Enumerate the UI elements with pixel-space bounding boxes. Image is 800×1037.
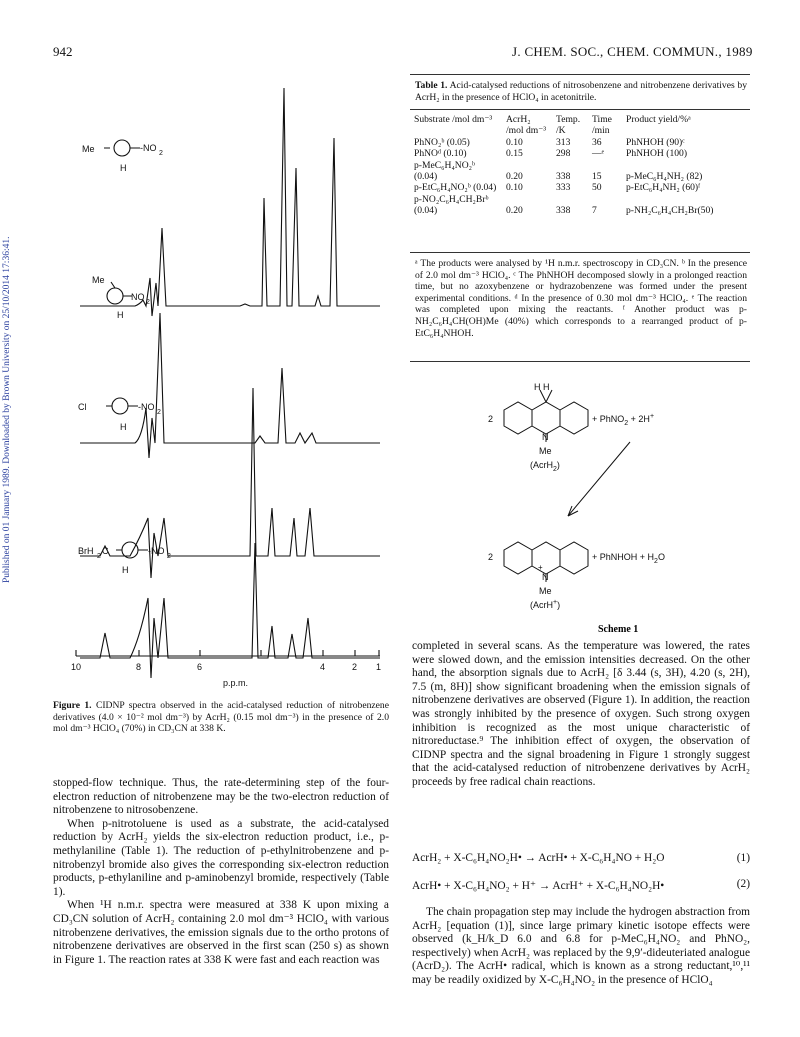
spectrum-1 — [80, 88, 380, 316]
table-cell: —ᵉ — [592, 148, 605, 160]
scheme-reagents: + PhNO$_2$ + 2H+ — [592, 413, 655, 427]
journal-header: J. CHEM. SOC., CHEM. COMMUN., 1989 — [512, 44, 753, 59]
table-header: Substrate /mol dm⁻³ — [414, 114, 493, 125]
table-cell: 333 — [556, 182, 571, 194]
scheme-products: + PhNHOH + $H_2O$ — [592, 552, 665, 565]
spectrum-label: 2 — [157, 409, 161, 416]
paragraph: stopped-flow technique. Thus, the rate-determining step of the four-electron reduction of nitrobenzene may be the two-electron reduction of nitrobenzene to nitrosobenzene. — [53, 777, 389, 817]
table-cell: p-NO₂C₆H₄CH₂Brᵇ (0.04) — [414, 193, 489, 217]
spectrum-label: H — [117, 310, 124, 320]
equation-body: AcrH₂ + X-C₆H₄NO₂H• → AcrH• + X-C₆H₄NO + H₂O — [412, 852, 665, 864]
scheme-1 — [480, 380, 750, 635]
table-cell: 0.10 — [506, 182, 523, 194]
right-column-text-2 — [412, 906, 750, 988]
equation-body: AcrH• + X-C₆H₄NO₂ + H⁺ → AcrH⁺ + X-C₆H₄NO₂H• — [412, 880, 665, 892]
download-watermark: Published on 01 January 1989. Downloaded by Brown University on 25/10/2014 17:36:41. — [2, 236, 12, 584]
table-cell: p-NH₂C₆H₄CH₂Br(50) — [626, 205, 714, 217]
table-cell: 50 — [592, 182, 602, 194]
table-cell: PhNHOH (90)ᶜ — [626, 136, 685, 148]
axis-tick: 8 — [136, 662, 142, 672]
spectrum-label: 2 — [97, 553, 101, 560]
spectrum-label: -NO — [148, 546, 165, 556]
table-row — [411, 137, 751, 148]
table-bottom-rule — [410, 252, 750, 253]
table-cell: 36 — [592, 136, 602, 148]
spectrum-label: 2 — [159, 150, 163, 157]
table-end-rule — [410, 361, 750, 362]
table-cell: 313 — [556, 136, 571, 148]
table-1-label: Table 1. — [415, 80, 448, 91]
right-column-text — [412, 640, 750, 790]
spectrum-label: H — [120, 163, 127, 173]
table-cell: 0.10 — [506, 136, 523, 148]
table-cell: p-EtC₆H₄NO₂ᵇ (0.04) — [414, 182, 497, 194]
table-1-footnotes: ᵃ The products were analysed by ¹H n.m.r. spectroscopy in CD₃CN. ᵇ In the presence of 2.0 mol dm⁻³ HClO₄. ᶜ The PhNHOH decomposed slowly in a prolonged reaction time, but no azoxybenzene or hydrazobenzene was formed under the present experimental conditions. ᵈ In the presence of 0.30 mol dm⁻³ HClO₄. ᵉ The reaction was completed upon mixing the reactants. ᶠ Another product was p-NH₂C₆H₄CH(OH)Me (40%) which corresponds to a rearranged product of p-EtC₆H₄NHOH. — [415, 258, 747, 339]
table-cell: 338 — [556, 205, 571, 217]
spectrum-label: NO — [131, 292, 145, 302]
scheme-coefficient: 2 — [488, 414, 494, 424]
table-top-rule — [410, 74, 750, 75]
table-row — [411, 182, 751, 193]
table-cell: 7 — [592, 205, 597, 217]
table-header: Temp. /K — [556, 114, 581, 137]
table-cell: 0.20 — [506, 205, 523, 217]
figure-1-caption-text: CIDNP spectra observed in the acid-catalysed reduction of nitrobenzene derivatives (4.0 × 10⁻² mol dm⁻³) by AcrH₂ (0.15 mol dm⁻³) in the presence of 2.0 mol dm⁻³ HClO₄ (70%) in CD₃CN at 338 K. — [53, 700, 389, 735]
equation-2 — [412, 878, 750, 892]
spectrum-label: 2 — [146, 299, 150, 306]
equation-1 — [412, 852, 750, 864]
scheme-coefficient: 2 — [488, 552, 494, 562]
table-cell: p-EtC₆H₄NH₂ (60)ᶠ — [626, 182, 701, 194]
table-cell: 15 — [592, 171, 602, 183]
table-header: Time /min — [592, 114, 612, 137]
spectrum-label: H — [122, 565, 129, 575]
spectrum-label: -NO — [138, 402, 155, 412]
equation-number: (2) — [736, 878, 750, 890]
spectrum-2 — [80, 313, 380, 458]
table-cell: 298 — [556, 148, 571, 160]
table-cell: 0.20 — [506, 171, 523, 183]
spectrum-label: 2 — [167, 553, 171, 560]
table-row — [411, 160, 751, 183]
equation-number: (1) — [736, 852, 750, 864]
table-header: Product yield/%ᵃ — [626, 114, 691, 125]
table-cell: p-MeC₆H₄NO₂ᵇ (0.04) — [414, 159, 475, 183]
spectrum-4 — [80, 543, 380, 678]
table-cell: PhNHOH (100) — [626, 148, 688, 160]
scheme-compound-name: (AcrH$_2$) — [530, 460, 560, 473]
scheme-me-label: Me — [539, 446, 552, 456]
scheme-n-label: N — [542, 572, 549, 582]
table-header-rule — [410, 109, 750, 110]
paragraph: completed in several scans. As the temperature was lowered, the rates were slowed down, and the emission intensities decreased. On the other hand, the absorption signals due to AcrH₂ [δ 3.44 (s, 3H), 4.20 (s, 2H), 7.5 (m, 8H)] show significant broadening when the emission signals of nitrobenzene derivatives are observed (Figure 1). In addition, the reaction was strongly inhibited by the presence of oxygen. Such strong oxygen inhibition is recognized as the most unique characteristic of nitroreductase.⁹ The inhibition effect of oxygen, the observation of CIDNP spectra and the signal broadening in Figure 1 strongly suggest that the acid-catalysed reduction of nitrobenzene derivatives by AcrH₂ proceeds by free radical chain reactions. — [412, 640, 750, 788]
page-number: 942 — [53, 44, 73, 59]
paragraph: The chain propagation step may include the hydrogen abstraction from AcrH₂ [equation (1)], since large primary kinetic isotope effects were observed (k_H/k_D 6.0 and 6.8 for p-MeC₆H₄NO₂ and PhNO₂, respectively) when AcrH₂ was replaced by the 9,9′-dideuteriated analogue (AcrD₂). The AcrH• radical, which is known as a strong reductant,¹⁰,¹¹ may be readily oxidized by X-C₆H₄NO₂ in the presence of HClO₄ — [412, 906, 750, 986]
axis-tick: 4 — [320, 662, 326, 672]
axis-tick: 6 — [197, 662, 203, 672]
table-row — [411, 194, 751, 217]
axis-tick: 2 — [352, 662, 358, 672]
table-row — [411, 148, 751, 159]
table-cell: 0.15 — [506, 148, 523, 160]
spectrum-label: Me — [82, 144, 95, 154]
left-column-text — [53, 777, 389, 967]
table-1-caption-text: Acid-catalysed reductions of nitrosobenzene and nitrobenzene derivatives by AcrH₂ in the presence of HClO₄ in acetonitrile. — [415, 80, 747, 103]
axis-tick: 1 — [376, 662, 382, 672]
table-cell: PhNOᵈ (0.10) — [414, 148, 467, 160]
table-cell: PhNO₂ᵇ (0.05) — [414, 136, 470, 148]
spectrum-label: C — [102, 546, 109, 556]
scheme-n-plus: + — [538, 563, 543, 572]
table-header: AcrH₂ /mol dm⁻³ — [506, 114, 547, 137]
paragraph: When p-nitrotoluene is used as a substrate, the acid-catalysed reduction by AcrH₂ yields the six-electron reduction product, i.e., p-methylaniline (Table 1). The reduction of p-ethylnitrobenzene and p-nitrobenzyl bromide also gives the corresponding six-electron reduction products, p-ethylaniline and p-aminobenzyl bromide, respectively (Table 1). — [53, 817, 389, 898]
spectrum-label: Cl — [78, 402, 87, 412]
spectrum-label: BrH — [78, 546, 94, 556]
axis-tick: 10 — [71, 662, 82, 672]
scheme-me-label: Me — [539, 586, 552, 596]
spectrum-label: -NO — [140, 143, 157, 153]
scheme-compound-name: (AcrH+) — [530, 599, 561, 610]
scheme-n-label: N — [542, 432, 549, 442]
cidnp-spectra-figure — [40, 78, 400, 698]
spectrum-3 — [80, 388, 380, 578]
figure-1-label: Figure 1. — [53, 700, 92, 711]
table-header-row — [411, 114, 751, 137]
spectrum-label: H — [120, 422, 127, 432]
scheme-h-label: H H — [534, 382, 550, 392]
table-1 — [411, 114, 751, 217]
scheme-1-label: Scheme 1 — [598, 624, 639, 635]
spectrum-label: Me — [92, 275, 105, 285]
table-cell: 338 — [556, 171, 571, 183]
paragraph: When ¹H n.m.r. spectra were measured at 338 K upon mixing a CD₃CN solution of AcrH₂ containing 2.0 mol dm⁻³ HClO₄ with various nitrobenzene derivatives, the emission signals due to the ortho protons of nitrobenzene derivatives are observed in the first scan (250 s) as shown in Figure 1. The reaction rates at 338 K were fast and each reaction was — [53, 899, 389, 966]
figure-1-caption — [53, 700, 389, 735]
axis-unit: p.p.m. — [223, 678, 249, 688]
table-cell: p-MeC₆H₄NH₂ (82) — [626, 171, 703, 183]
table-1-caption — [415, 80, 747, 103]
